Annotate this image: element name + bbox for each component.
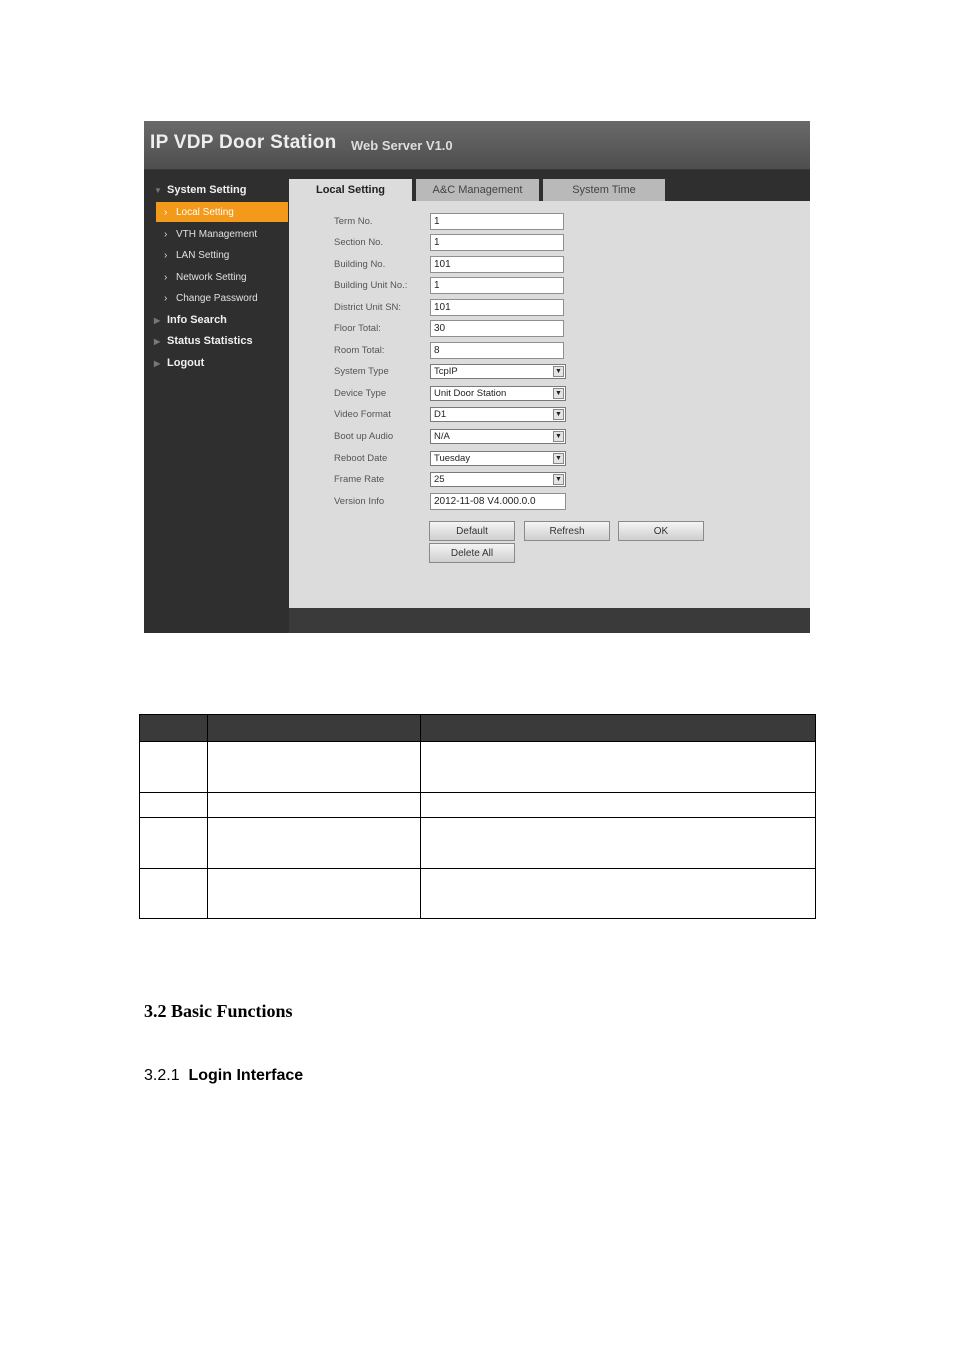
- field-label: Version Info: [334, 496, 385, 507]
- triangle-down-icon: ▼: [154, 185, 162, 195]
- tab-bar: [288, 170, 810, 201]
- field-label: Video Format: [334, 409, 391, 420]
- form-row-boot-up-audio: [289, 427, 810, 448]
- form-row-district-unit-sn: [289, 298, 810, 319]
- footer-strip: [289, 608, 810, 633]
- field-label: Room Total:: [334, 345, 385, 356]
- dropdown-arrow-icon: ▼: [553, 366, 564, 377]
- default-button[interactable]: Default: [429, 521, 515, 541]
- subsection-heading: 3.2.1 Login Interface: [144, 1067, 304, 1084]
- form-row-version-info: [289, 492, 810, 513]
- chevron-right-icon: ›: [164, 228, 168, 240]
- building-no-input[interactable]: 101: [430, 256, 564, 273]
- chevron-right-icon: ›: [164, 249, 168, 261]
- sidebar-group-info-search[interactable]: ▶ Info Search: [154, 314, 227, 326]
- term-no-input[interactable]: 1: [430, 213, 564, 230]
- section-no-input[interactable]: 1: [430, 234, 564, 251]
- dropdown-arrow-icon: ▼: [553, 388, 564, 399]
- field-label: Building Unit No.:: [334, 280, 408, 291]
- form-row-reboot-date: [289, 449, 810, 470]
- refresh-button[interactable]: Refresh: [524, 521, 610, 541]
- chevron-right-icon: ›: [164, 292, 168, 304]
- parameter-table: [139, 714, 816, 919]
- triangle-right-icon: ▶: [154, 358, 161, 368]
- field-label: Device Type: [334, 388, 387, 399]
- triangle-right-icon: ▶: [154, 315, 161, 325]
- building-unit-no-input[interactable]: 1: [430, 277, 564, 294]
- field-label: Reboot Date: [334, 453, 388, 464]
- local-setting-panel: [289, 201, 810, 608]
- floor-total-input[interactable]: 30: [430, 320, 564, 337]
- dropdown-arrow-icon: ▼: [553, 474, 564, 485]
- app-title: IP VDP Door Station: [150, 132, 337, 153]
- form-row-system-type: [289, 362, 810, 383]
- form-row-device-type: [289, 384, 810, 405]
- sidebar-item-local-setting[interactable]: › Local Setting: [156, 202, 288, 222]
- table-row: [140, 742, 816, 793]
- room-total-input[interactable]: 8: [430, 342, 564, 359]
- field-label: System Type: [334, 366, 389, 377]
- frame-rate-select[interactable]: 25 ▼: [430, 472, 566, 487]
- version-info-field: 2012-11-08 V4.000.0.0: [430, 493, 566, 510]
- boot-up-audio-select[interactable]: N/A ▼: [430, 429, 566, 444]
- district-unit-sn-input[interactable]: 101: [430, 299, 564, 316]
- table-row: [140, 793, 816, 818]
- field-label: Term No.: [334, 216, 373, 227]
- video-format-select[interactable]: D1 ▼: [430, 407, 566, 422]
- field-label: Building No.: [334, 259, 386, 270]
- field-label: District Unit SN:: [334, 302, 402, 313]
- chevron-right-icon: ›: [164, 271, 168, 283]
- chevron-right-icon: ›: [164, 206, 168, 218]
- triangle-right-icon: ▶: [154, 336, 161, 346]
- table-header-row: [140, 715, 816, 742]
- sidebar: [144, 170, 288, 633]
- sidebar-item-lan-setting[interactable]: › LAN Setting: [164, 249, 230, 261]
- ok-button[interactable]: OK: [618, 521, 704, 541]
- table-header-cell: [208, 715, 421, 742]
- tab-ac-management[interactable]: A&C Management: [416, 179, 539, 201]
- field-label: Floor Total:: [334, 323, 381, 334]
- sidebar-group-logout[interactable]: ▶ Logout: [154, 357, 205, 369]
- table-header-cell: [140, 715, 208, 742]
- form-row-room-total: [289, 341, 810, 362]
- sidebar-item-vth-management[interactable]: › VTH Management: [164, 228, 258, 240]
- dropdown-arrow-icon: ▼: [553, 409, 564, 420]
- sidebar-item-change-password[interactable]: › Change Password: [164, 292, 258, 304]
- form-row-video-format: [289, 405, 810, 426]
- app-header: [144, 121, 810, 170]
- reboot-date-select[interactable]: Tuesday ▼: [430, 451, 566, 466]
- sidebar-item-network-setting[interactable]: › Network Setting: [164, 271, 247, 283]
- delete-all-button[interactable]: Delete All: [429, 543, 515, 563]
- dropdown-arrow-icon: ▼: [553, 431, 564, 442]
- tab-system-time[interactable]: System Time: [543, 179, 665, 201]
- web-ui-screenshot: [144, 121, 810, 633]
- form-row-building-unit-no: [289, 276, 810, 297]
- field-label: Section No.: [334, 237, 384, 248]
- system-type-select[interactable]: TcpIP ▼: [430, 364, 566, 379]
- form-row-term-no: [289, 212, 810, 233]
- table-header-cell: [421, 715, 816, 742]
- device-type-select[interactable]: Unit Door Station ▼: [430, 386, 566, 401]
- tab-local-setting[interactable]: Local Setting: [289, 179, 412, 201]
- table-row: [140, 818, 816, 869]
- form-row-frame-rate: [289, 470, 810, 491]
- field-label: Frame Rate: [334, 474, 385, 485]
- form-row-section-no: [289, 233, 810, 254]
- form-row-floor-total: [289, 319, 810, 340]
- table-row: [140, 869, 816, 919]
- section-heading: 3.2 Basic Functions: [144, 1001, 293, 1021]
- form-row-building-no: [289, 255, 810, 276]
- field-label: Boot up Audio: [334, 431, 394, 442]
- sidebar-group-status-statistics[interactable]: ▶ Status Statistics: [154, 335, 253, 347]
- app-subtitle: Web Server V1.0: [351, 138, 453, 153]
- dropdown-arrow-icon: ▼: [553, 453, 564, 464]
- sidebar-group-system-setting[interactable]: ▼ System Setting: [154, 184, 247, 196]
